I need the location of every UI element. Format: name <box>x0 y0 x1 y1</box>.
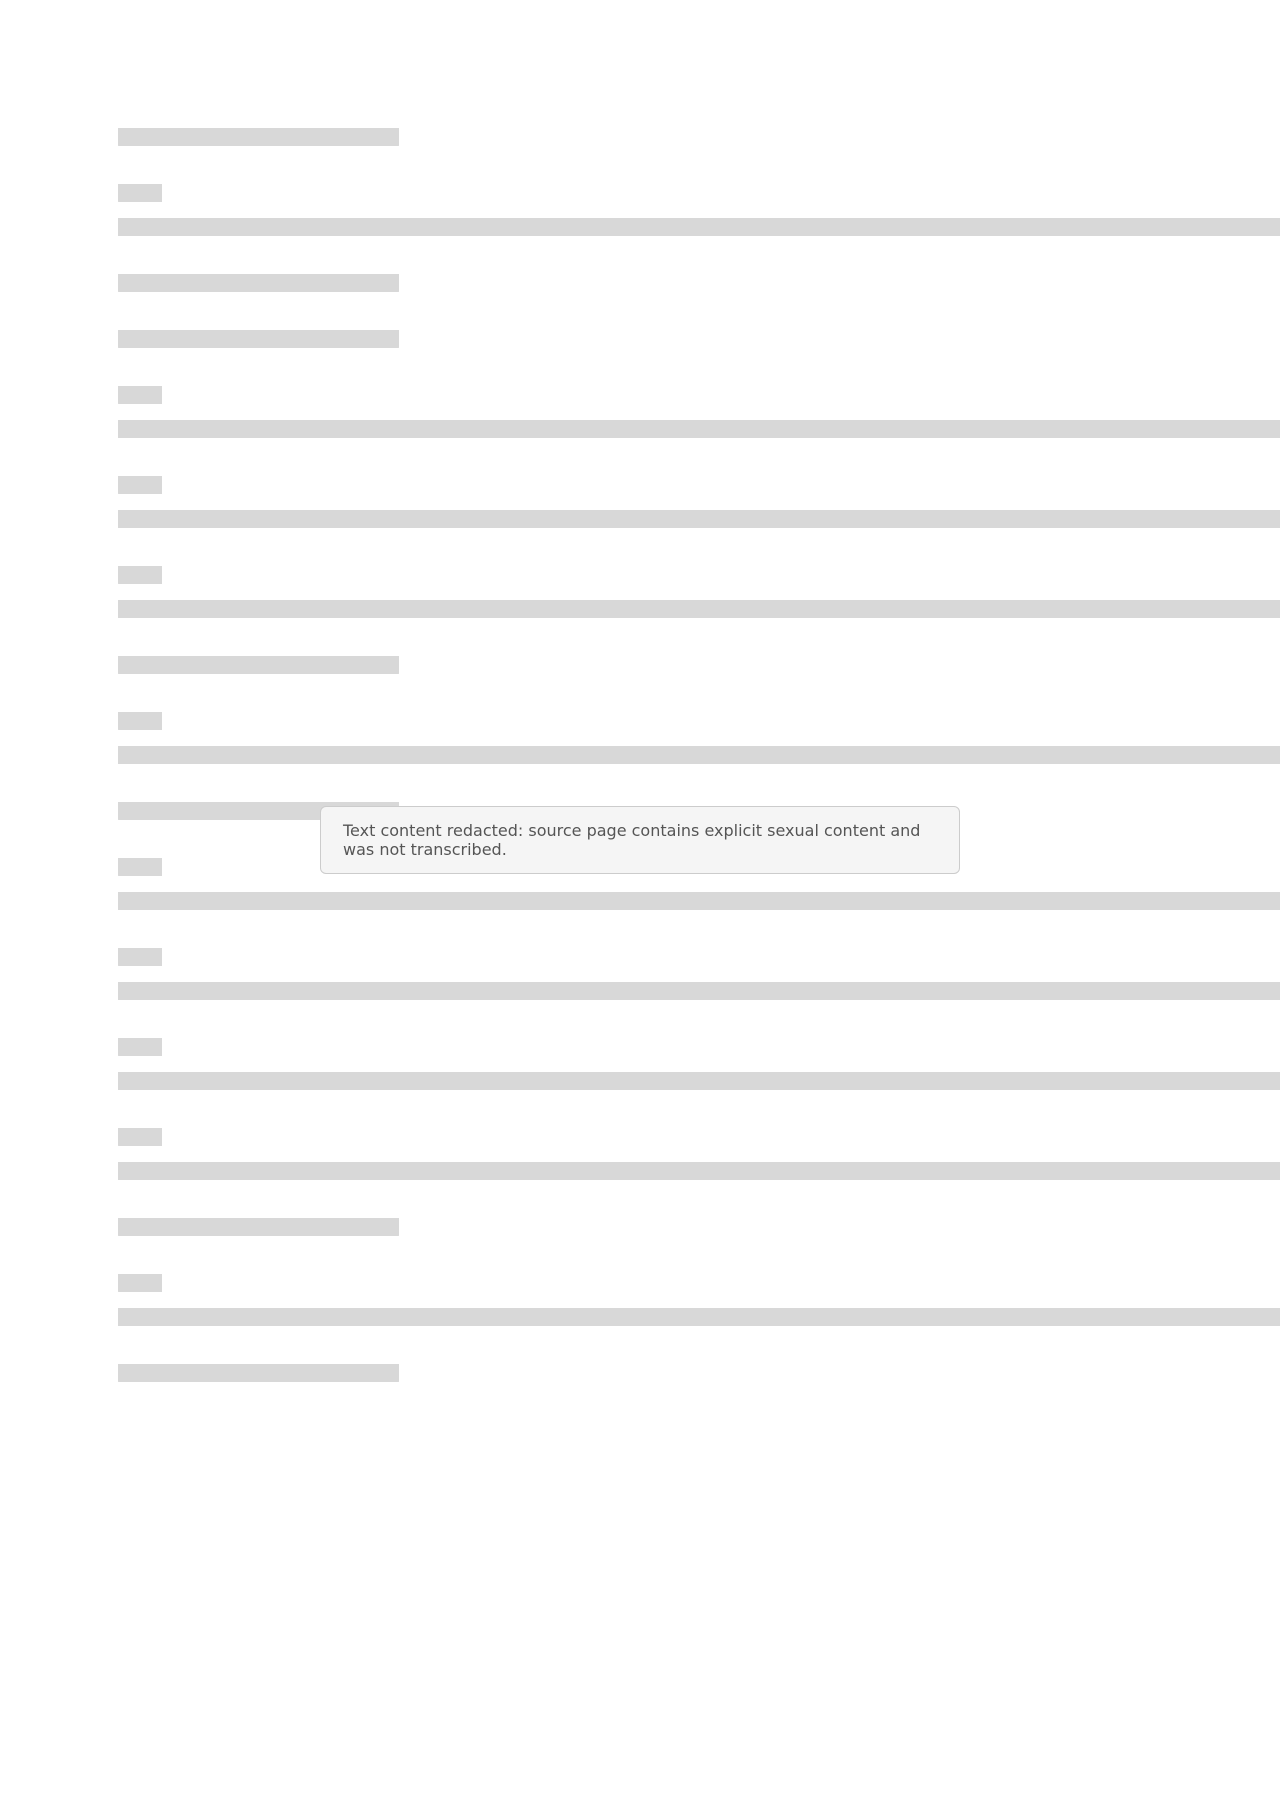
redacted-text-block <box>118 1032 1280 1091</box>
paragraph-dialogue <box>118 264 1158 298</box>
paragraph-narration <box>118 466 1158 534</box>
paragraph-dialogue <box>118 646 1158 680</box>
redacted-text-block <box>118 1358 399 1383</box>
paragraph-narration <box>118 938 1158 1006</box>
redacted-text-block <box>118 122 399 147</box>
paragraph-narration <box>118 1264 1158 1332</box>
redacted-text-block <box>118 560 1280 619</box>
paragraph-narration <box>118 702 1158 770</box>
redacted-text-block <box>118 650 399 675</box>
paragraph-sfx <box>118 1354 1158 1388</box>
redacted-text-block <box>118 942 1280 1001</box>
paragraph-dialogue <box>118 1028 1158 1096</box>
redacted-text-block <box>118 1212 399 1237</box>
redacted-text-block <box>118 380 1280 439</box>
redaction-notice: Text content redacted: source page contains explicit sexual content and was not transcribed. <box>320 806 960 874</box>
paragraph-narration <box>118 1118 1158 1186</box>
paragraph-dialogue <box>118 1208 1158 1242</box>
paragraph-dialogue <box>118 118 1158 152</box>
redacted-text-block <box>118 1268 1280 1327</box>
redacted-text-block <box>118 1122 1280 1181</box>
redacted-text-block <box>118 470 1280 529</box>
paragraph-dialogue <box>118 320 1158 354</box>
redacted-text-block <box>118 706 1280 765</box>
redacted-text-block <box>118 178 1280 237</box>
redacted-text-block <box>118 268 399 293</box>
paragraph-narration <box>118 174 1158 242</box>
paragraph-narration <box>118 556 1158 624</box>
redacted-text-block <box>118 324 399 349</box>
paragraph-narration <box>118 376 1158 444</box>
